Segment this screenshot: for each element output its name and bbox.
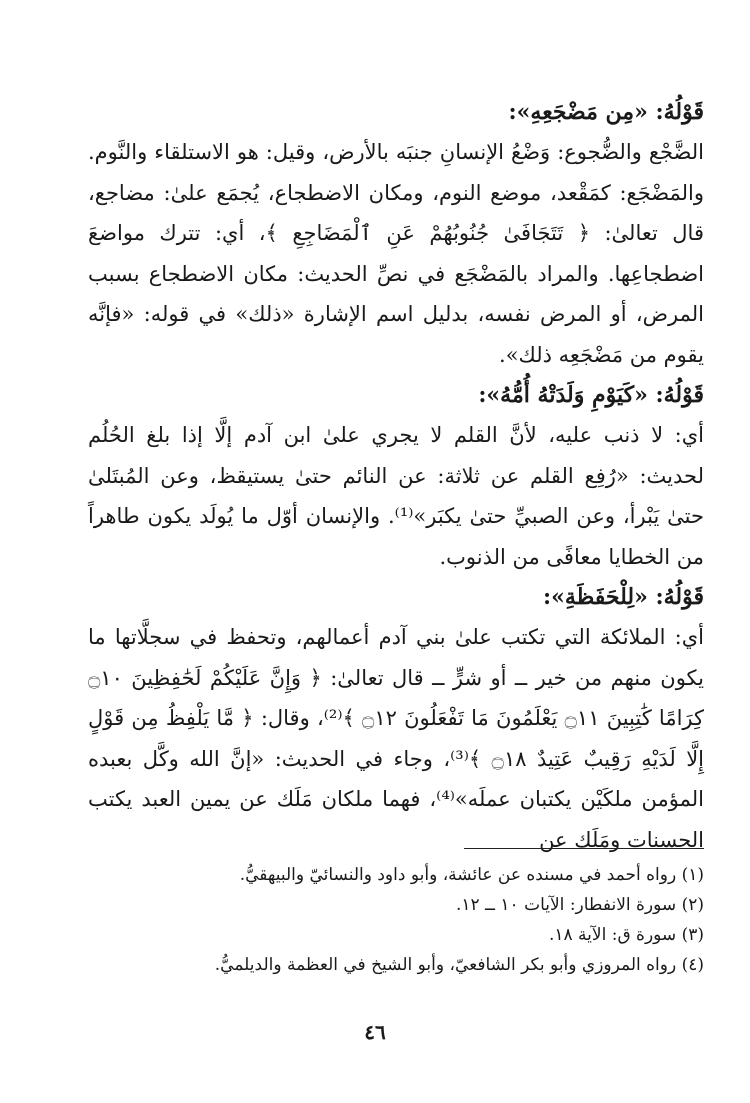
footnote: (٤) رواه المروزي وأبو بكر الشافعيّ، وأبو الشيخ في العظمة والديلميُّ.	[214, 955, 704, 975]
section-paragraph: أي: الملائكة التي تكتب علىٰ بني آدم أعمالهم، وتحفظ في سجلَّاتها ما يكون منهم من خير ــ أو شرٍّ ــ قال تعالىٰ: ﴿ وَإِنَّ عَلَيْكُمْ لَحَٰفِظِينَ ۝١٠ كِرَامًا كَٰتِبِينَ ۝١١ يَعْلَمُونَ مَا تَفْعَلُونَ ۝١٢ ﴾⁽²⁾، وقال: ﴿ مَّا يَلْفِظُ مِن قَوْلٍ إِلَّا لَدَيْهِ رَقِيبٌ عَتِيدٌ ۝١٨ ﴾⁽³⁾، وجاء في الحديث: «إنَّ الله وكَّل بعبده المؤمن ملكَيْن يكتبان عملَه»⁽⁴⁾، فهما ملكان مَلَك عن يمين العبد يكتب الحسنات ومَلَك عن	[88, 625, 705, 852]
section-paragraph: الضَّجْع والضُّجوع: وَضْعُ الإنسانِ جنبَه بالأرض، وقيل: هو الاستلقاء والنَّوم. والمَضْجَع: كمَقْعد، موضع النوم، ومكان الاضطجاع، يُجمَع علىٰ: مضاجع، قال تعالىٰ: ﴿ تَتَجَافَىٰ جُنُوبُهُمْ عَنِ ٱلْمَضَاجِعِ ﴾، أي: تترك مواضعَ اضطجاعِها. والمراد بالمَضْجَع في نصِّ الحديث: مكان الاضطجاع بسبب المرض، أو المرض نفسه، بدليل اسم الإشارة «ذلك» في قوله: «فإنَّه يقوم من مَضْجَعِه ذلك».	[88, 140, 704, 367]
footnote: (١) رواه أحمد في مسنده عن عائشة، وأبو داود والنسائيّ والبيهقيُّ.	[239, 865, 704, 885]
page-body	[88, 92, 704, 860]
footnote: (٢) سورة الانفطار: الآيات ١٠ ــ ١٢.	[455, 895, 704, 915]
page-number: ٤٦	[364, 1020, 386, 1044]
section-heading: قَوْلُهُ: «مِن مَضْجَعِهِ»:	[508, 99, 704, 125]
footnotes	[88, 860, 704, 980]
section-paragraph: أي: لا ذنب عليه، لأنَّ القلم لا يجري علىٰ ابن آدم إلَّا إذا بلغ الحُلُم لحديث: «رُفِع القلم عن ثلاثة: عن النائم حتىٰ يستيقظ، وعن المُبتَلىٰ حتىٰ يَبْرأ، وعن الصبيِّ حتىٰ يكبَر»⁽¹⁾. والإنسان أوّل ما يُولَد يكون طاهراً من الخطايا معافًى من الذنوب.	[88, 423, 704, 569]
footnote: (٣) سورة ق: الآية ١٨.	[548, 925, 704, 945]
footnote-separator	[464, 848, 704, 849]
section-heading: قَوْلُهُ: «لِلْحَفَظَةِ»:	[543, 584, 704, 610]
section-heading: قَوْلُهُ: «كَيَوْمِ وَلَدَتْهُ أُمُّهُ»:	[478, 382, 704, 408]
